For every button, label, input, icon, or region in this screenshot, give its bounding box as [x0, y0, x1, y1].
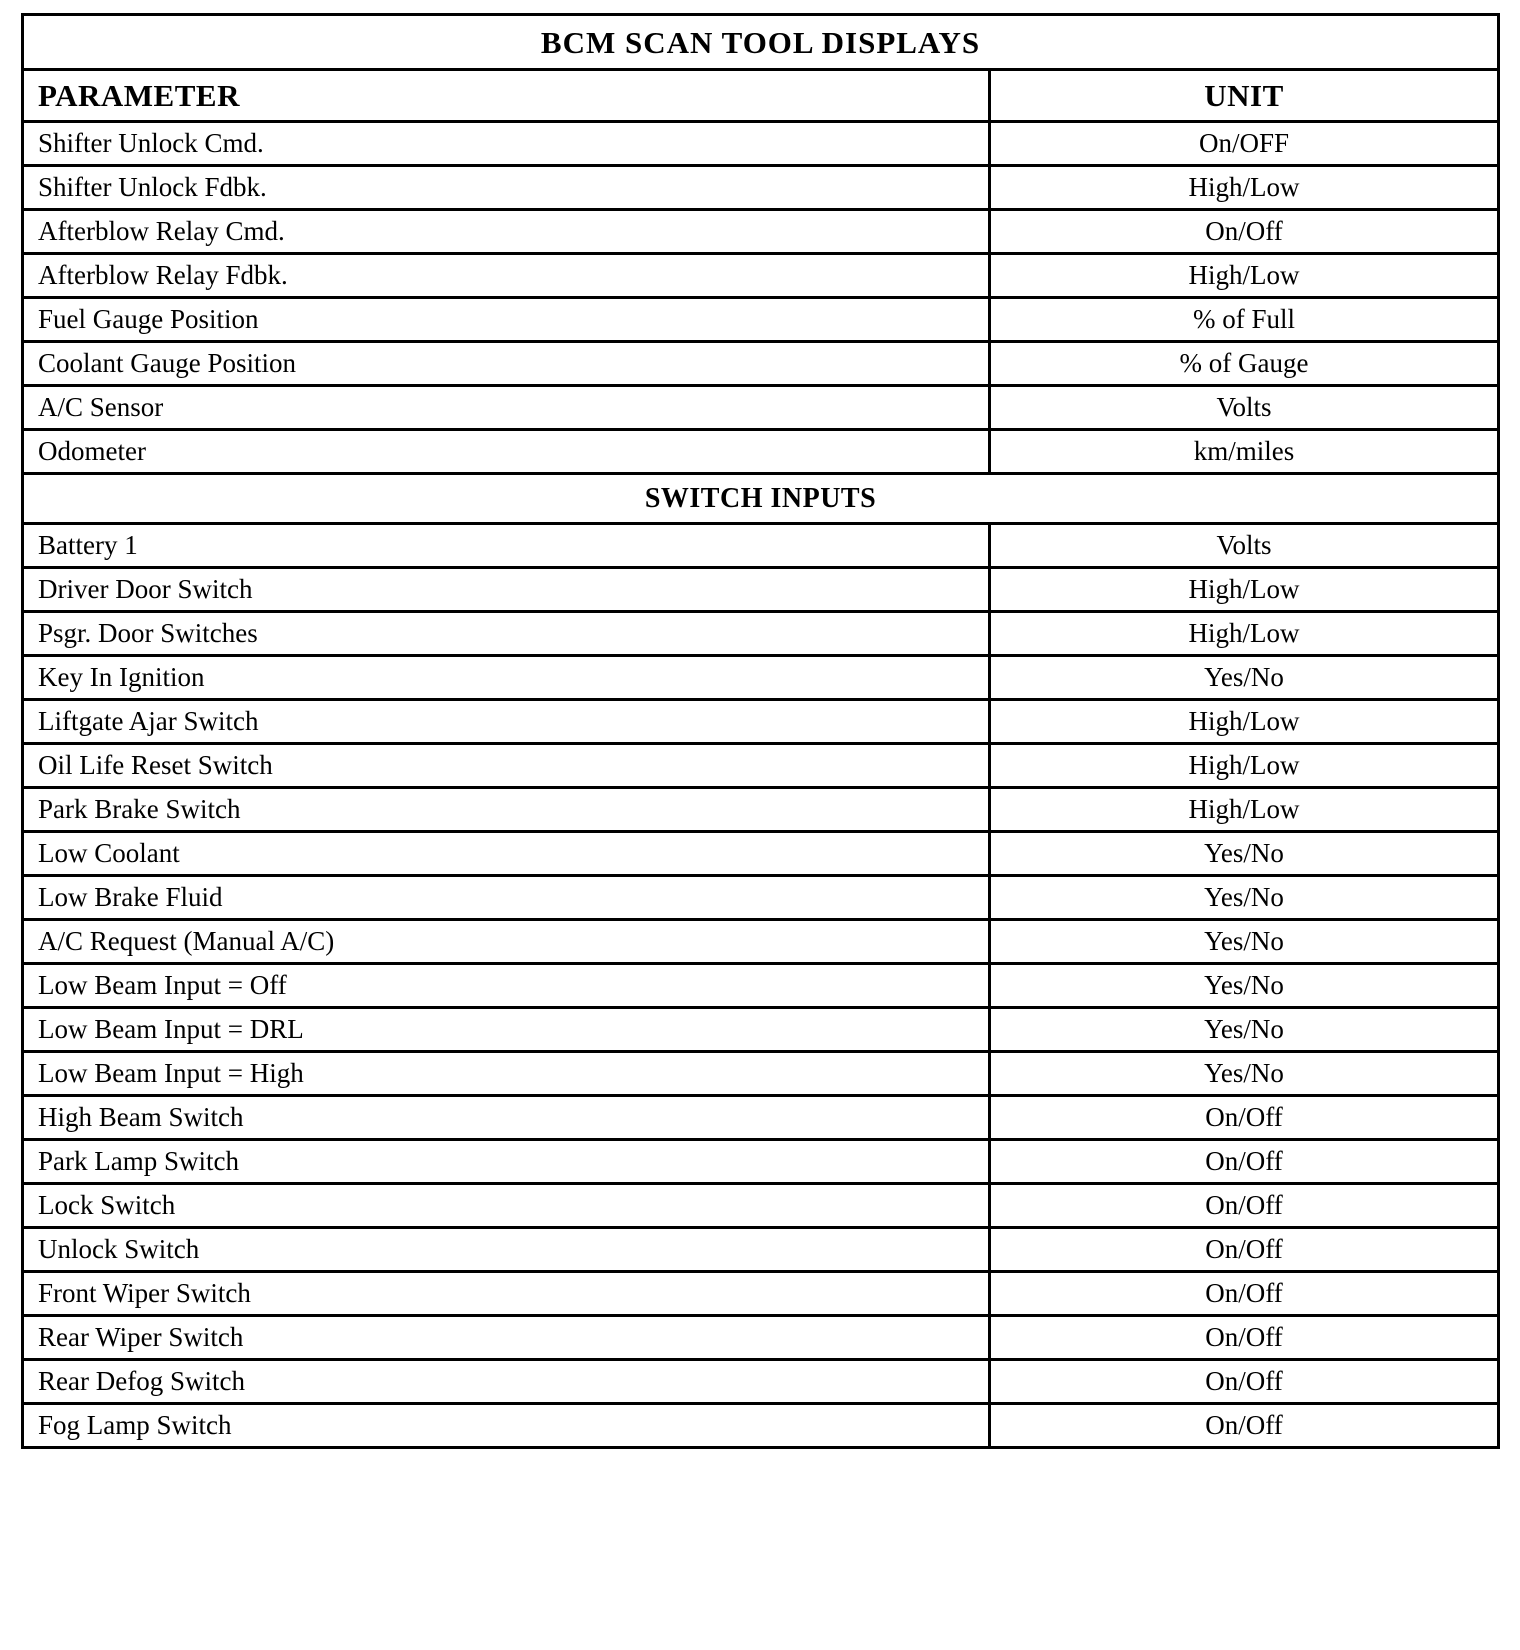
parameter-cell: Driver Door Switch	[23, 568, 990, 612]
table-row	[23, 1316, 1499, 1360]
unit-cell: On/Off	[990, 210, 1499, 254]
table-row	[23, 1184, 1499, 1228]
table-row	[23, 342, 1499, 386]
unit-cell: Volts	[990, 524, 1499, 568]
parameter-cell: Fog Lamp Switch	[23, 1404, 990, 1448]
table-row	[23, 1140, 1499, 1184]
parameter-cell: Low Beam Input = Off	[23, 964, 990, 1008]
parameter-cell: Lock Switch	[23, 1184, 990, 1228]
parameter-cell: Park Lamp Switch	[23, 1140, 990, 1184]
table-row	[23, 210, 1499, 254]
table-row	[23, 122, 1499, 166]
unit-cell: Volts	[990, 386, 1499, 430]
table-row	[23, 430, 1499, 474]
table-row	[23, 788, 1499, 832]
table-row	[23, 656, 1499, 700]
unit-column-header: UNIT	[990, 70, 1499, 122]
table-row	[23, 920, 1499, 964]
unit-cell: High/Low	[990, 612, 1499, 656]
unit-cell: On/Off	[990, 1096, 1499, 1140]
parameter-cell: Shifter Unlock Cmd.	[23, 122, 990, 166]
table-row	[23, 1096, 1499, 1140]
table-row	[23, 1404, 1499, 1448]
unit-cell: Yes/No	[990, 656, 1499, 700]
unit-cell: On/Off	[990, 1316, 1499, 1360]
unit-cell: High/Low	[990, 788, 1499, 832]
unit-cell: On/Off	[990, 1360, 1499, 1404]
parameter-cell: Shifter Unlock Fdbk.	[23, 166, 990, 210]
unit-cell: High/Low	[990, 254, 1499, 298]
unit-cell: km/miles	[990, 430, 1499, 474]
table-row	[23, 744, 1499, 788]
parameter-cell: Park Brake Switch	[23, 788, 990, 832]
parameter-cell: Coolant Gauge Position	[23, 342, 990, 386]
unit-cell: On/Off	[990, 1184, 1499, 1228]
table-row	[23, 700, 1499, 744]
unit-cell: Yes/No	[990, 832, 1499, 876]
table-row	[23, 1272, 1499, 1316]
unit-cell: Yes/No	[990, 876, 1499, 920]
unit-cell: High/Low	[990, 700, 1499, 744]
title-row	[23, 15, 1499, 70]
table-row	[23, 298, 1499, 342]
parameter-cell: Odometer	[23, 430, 990, 474]
parameter-cell: Oil Life Reset Switch	[23, 744, 990, 788]
unit-cell: On/OFF	[990, 122, 1499, 166]
table-row	[23, 1228, 1499, 1272]
parameter-cell: Low Coolant	[23, 832, 990, 876]
table-row	[23, 386, 1499, 430]
parameter-cell: Battery 1	[23, 524, 990, 568]
unit-cell: Yes/No	[990, 920, 1499, 964]
unit-cell: Yes/No	[990, 964, 1499, 1008]
unit-cell: High/Low	[990, 166, 1499, 210]
parameter-cell: Low Beam Input = High	[23, 1052, 990, 1096]
table-row	[23, 254, 1499, 298]
parameter-cell: High Beam Switch	[23, 1096, 990, 1140]
parameter-cell: Psgr. Door Switches	[23, 612, 990, 656]
table-row	[23, 568, 1499, 612]
parameter-cell: Rear Defog Switch	[23, 1360, 990, 1404]
table-title: BCM SCAN TOOL DISPLAYS	[23, 15, 1499, 70]
parameter-cell: Low Brake Fluid	[23, 876, 990, 920]
table-row	[23, 166, 1499, 210]
parameter-cell: Low Beam Input = DRL	[23, 1008, 990, 1052]
parameter-cell: A/C Request (Manual A/C)	[23, 920, 990, 964]
table-row	[23, 1360, 1499, 1404]
parameter-cell: Rear Wiper Switch	[23, 1316, 990, 1360]
table-row	[23, 876, 1499, 920]
parameter-cell: Key In Ignition	[23, 656, 990, 700]
table-row	[23, 832, 1499, 876]
section-header-row	[23, 474, 1499, 524]
parameter-cell: A/C Sensor	[23, 386, 990, 430]
unit-cell: On/Off	[990, 1140, 1499, 1184]
parameter-cell: Afterblow Relay Cmd.	[23, 210, 990, 254]
table-body	[23, 15, 1499, 1448]
unit-cell: On/Off	[990, 1272, 1499, 1316]
table-row	[23, 1008, 1499, 1052]
table-row	[23, 524, 1499, 568]
unit-cell: On/Off	[990, 1228, 1499, 1272]
parameter-column-header: PARAMETER	[23, 70, 990, 122]
parameter-cell: Front Wiper Switch	[23, 1272, 990, 1316]
unit-cell: Yes/No	[990, 1052, 1499, 1096]
unit-cell: On/Off	[990, 1404, 1499, 1448]
bcm-scan-tool-table	[21, 13, 1500, 1449]
unit-cell: High/Low	[990, 568, 1499, 612]
table-row	[23, 1052, 1499, 1096]
unit-cell: High/Low	[990, 744, 1499, 788]
table-row	[23, 612, 1499, 656]
parameter-cell: Fuel Gauge Position	[23, 298, 990, 342]
table-row	[23, 964, 1499, 1008]
parameter-cell: Liftgate Ajar Switch	[23, 700, 990, 744]
unit-cell: % of Gauge	[990, 342, 1499, 386]
column-header-row	[23, 70, 1499, 122]
unit-cell: Yes/No	[990, 1008, 1499, 1052]
unit-cell: % of Full	[990, 298, 1499, 342]
parameter-cell: Unlock Switch	[23, 1228, 990, 1272]
parameter-cell: Afterblow Relay Fdbk.	[23, 254, 990, 298]
switch-inputs-heading: SWITCH INPUTS	[23, 474, 1499, 524]
